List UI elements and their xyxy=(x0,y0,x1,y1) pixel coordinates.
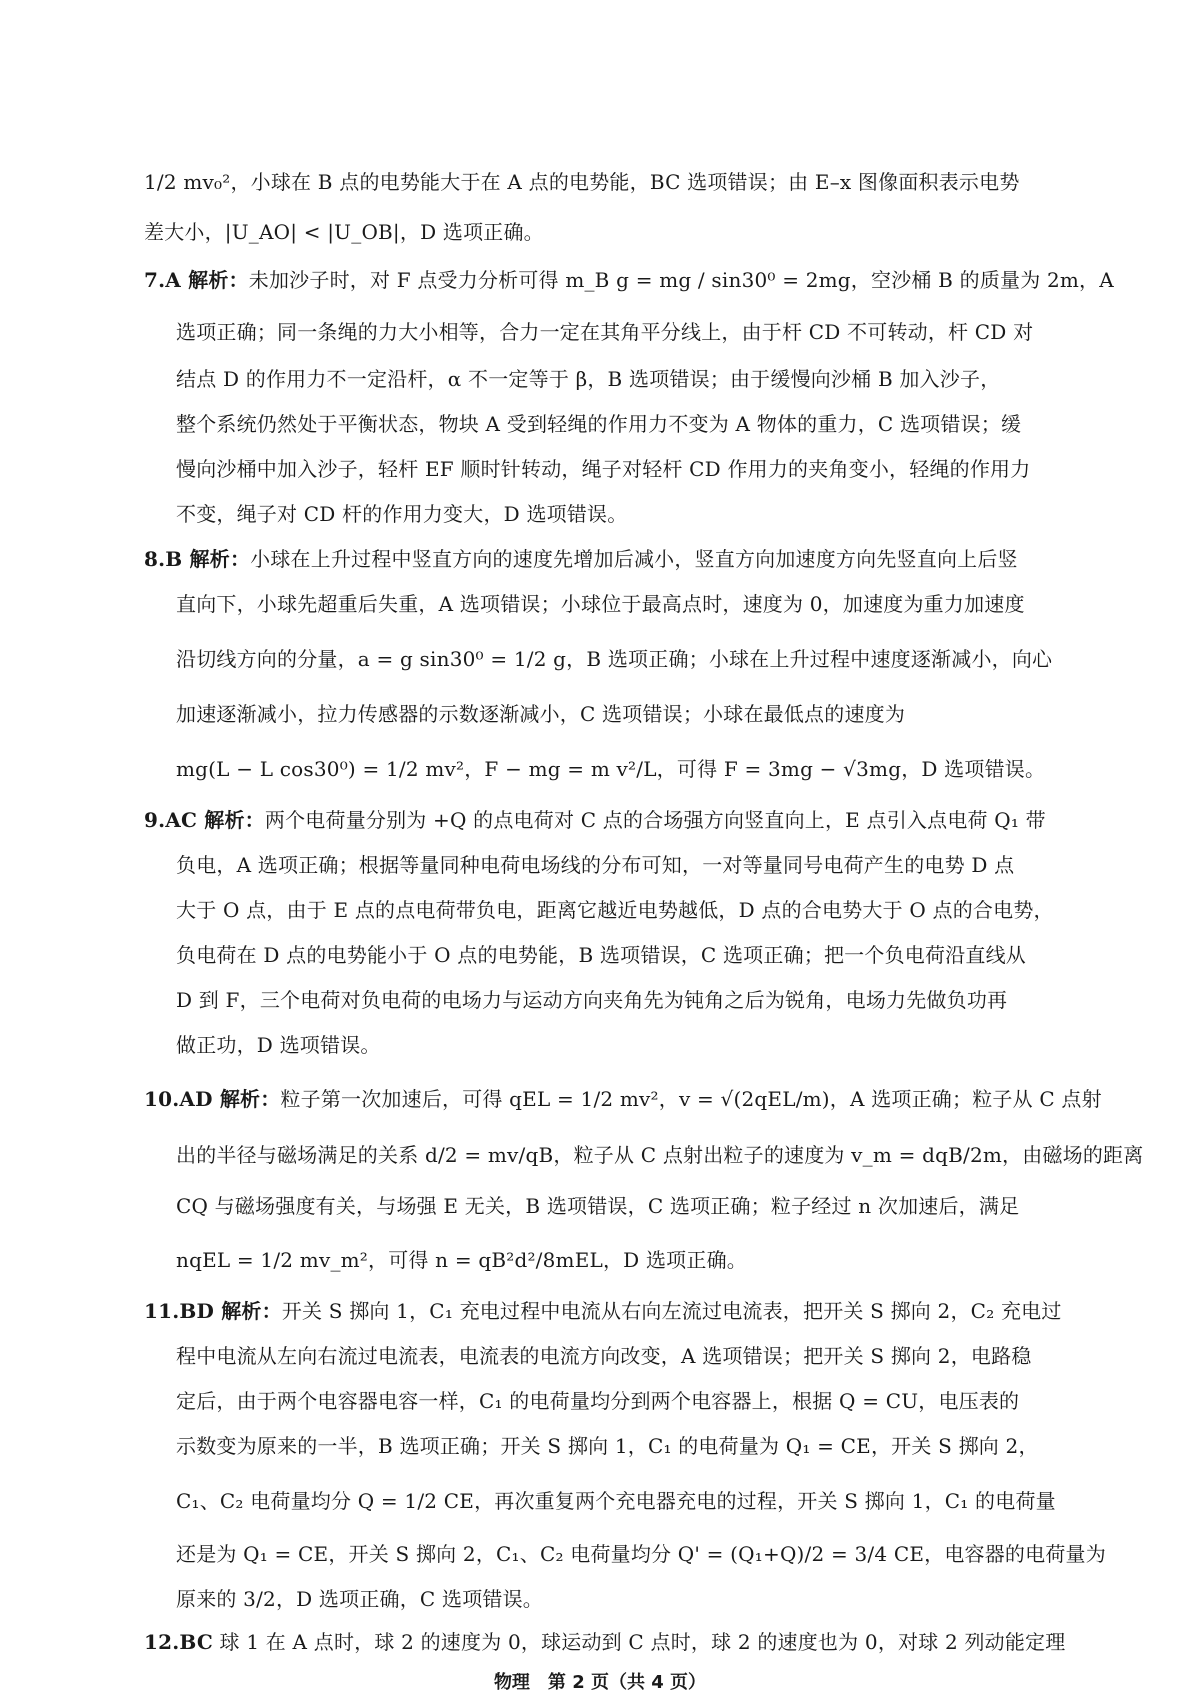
text-line: 做正功，D 选项错误。 xyxy=(176,1033,381,1057)
text-line: 粒子第一次加速后，可得 qEL = 1/2 mv²，v = √(2qEL/m)，A 选项正确；粒子从 C 点射 xyxy=(280,1087,1102,1111)
text-line: 选项正确；同一条绳的力大小相等，合力一定在其角平分线上，由于杆 CD 不可转动，杆 CD 对 xyxy=(176,320,1034,344)
answer-label: 8.B 解析： xyxy=(144,547,251,571)
answer-label: 7.A 解析： xyxy=(144,268,249,292)
text-line: 大于 O 点，由于 E 点的点电荷带负电，距离它越近电势越低，D 点的合电势大于 O 点的合电势， xyxy=(176,898,1054,922)
page-footer: 物理 第 2 页（共 4 页） xyxy=(493,1672,707,1693)
answer-label: 12.BC xyxy=(144,1630,213,1654)
text-line: 小球在上升过程中竖直方向的速度先增加后减小，竖直方向加速度方向先竖直向上后竖 xyxy=(250,547,1018,571)
text-line: 还是为 Q₁ = CE，开关 S 掷向 2，C₁、C₂ 电荷量均分 Q' = (Q₁+Q)/2 = 3/4 CE，电容器的电荷量为 xyxy=(176,1542,1106,1566)
answer-10 xyxy=(144,1085,1102,1113)
answer-7 xyxy=(144,266,1114,294)
text-line: D 到 F，三个电荷对负电荷的电场力与运动方向夹角先为钝角之后为锐角，电场力先做负功再 xyxy=(176,988,1008,1012)
answer-label: 11.BD 解析： xyxy=(144,1299,282,1323)
answer-label: 10.AD 解析： xyxy=(144,1087,281,1111)
text-line: 结点 D 的作用力不一定沿杆，α 不一定等于 β，B 选项错误；由于缓慢向沙桶 B 加入沙子， xyxy=(176,367,1001,391)
text-line: 定后，由于两个电容器电容一样，C₁ 的电荷量均分到两个电容器上，根据 Q = CU，电压表的 xyxy=(176,1389,1020,1413)
text-line: 不变，绳子对 CD 杆的作用力变大，D 选项错误。 xyxy=(176,502,628,526)
text-line: 加速逐渐减小，拉力传感器的示数逐渐减小，C 选项错误；小球在最低点的速度为 xyxy=(176,702,906,726)
text-line: 沿切线方向的分量，a = g sin30⁰ = 1/2 g，B 选项正确；小球在上升过程中速度逐渐减小，向心 xyxy=(176,647,1053,671)
answer-label: 9.AC 解析： xyxy=(144,808,265,832)
text-line: 慢向沙桶中加入沙子，轻杆 EF 顺时针转动，绳子对轻杆 CD 作用力的夹角变小，轻绳的作用力 xyxy=(176,457,1031,481)
text-line: 球 1 在 A 点时，球 2 的速度为 0，球运动到 C 点时，球 2 的速度也为 0，对球 2 列动能定理 xyxy=(213,1630,1066,1654)
text-line: 开关 S 掷向 1，C₁ 充电过程中电流从右向左流过电流表，把开关 S 掷向 2，C₂ 充电过 xyxy=(281,1299,1062,1323)
text-line: nqEL = 1/2 mv_m²，可得 n = qB²d²/8mEL，D 选项正确。 xyxy=(176,1248,747,1272)
text-line: C₁、C₂ 电荷量均分 Q = 1/2 CE，再次重复两个充电器充电的过程，开关 S 掷向 1，C₁ 的电荷量 xyxy=(176,1489,1056,1513)
text-line: 负电荷在 D 点的电势能小于 O 点的电势能，B 选项错误，C 选项正确；把一个负电荷沿直线从 xyxy=(176,943,1026,967)
text-line: 两个电荷量分别为 +Q 的点电荷对 C 点的合场强方向竖直向上，E 点引入点电荷 Q₁ 带 xyxy=(264,808,1046,832)
answer-9 xyxy=(144,806,1046,834)
text-line: CQ 与磁场强度有关，与场强 E 无关，B 选项错误，C 选项正确；粒子经过 n 次加速后，满足 xyxy=(176,1194,1020,1218)
text-line: mg(L − L cos30⁰) = 1/2 mv²，F − mg = m v²/L，可得 F = 3mg − √3mg，D 选项错误。 xyxy=(176,757,1046,781)
text-line: 差大小，|U_AO| < |U_OB|，D 选项正确。 xyxy=(144,220,544,244)
text-line: 原来的 3/2，D 选项正确，C 选项错误。 xyxy=(176,1587,543,1611)
text-line: 示数变为原来的一半，B 选项正确；开关 S 掷向 1，C₁ 的电荷量为 Q₁ = CE，开关 S 掷向 2， xyxy=(176,1434,1039,1458)
answer-12 xyxy=(144,1628,1065,1656)
text-line: 未加沙子时，对 F 点受力分析可得 m_B g = mg / sin30⁰ = 2mg，空沙桶 B 的质量为 2m，A xyxy=(248,268,1114,292)
text-line: 出的半径与磁场满足的关系 d/2 = mv/qB，粒子从 C 点射出粒子的速度为 v_m = dqB/2m，由磁场的距离 xyxy=(176,1143,1144,1167)
answer-8 xyxy=(144,545,1018,573)
text-line: 负电，A 选项正确；根据等量同种电荷电场线的分布可知，一对等量同号电荷产生的电势 D 点 xyxy=(176,853,1015,877)
text-line: 直向下，小球先超重后失重，A 选项错误；小球位于最高点时，速度为 0，加速度为重力加速度 xyxy=(176,592,1025,616)
answer-11 xyxy=(144,1297,1062,1325)
text-line: 程中电流从左向右流过电流表，电流表的电流方向改变，A 选项错误；把开关 S 掷向 2，电路稳 xyxy=(176,1344,1032,1368)
text-line: 整个系统仍然处于平衡状态，物块 A 受到轻绳的作用力不变为 A 物体的重力，C 选项错误；缓 xyxy=(176,412,1022,436)
text-line: 1/2 mv₀²，小球在 B 点的电势能大于在 A 点的电势能，BC 选项错误；由 E–x 图像面积表示电势 xyxy=(144,170,1020,194)
